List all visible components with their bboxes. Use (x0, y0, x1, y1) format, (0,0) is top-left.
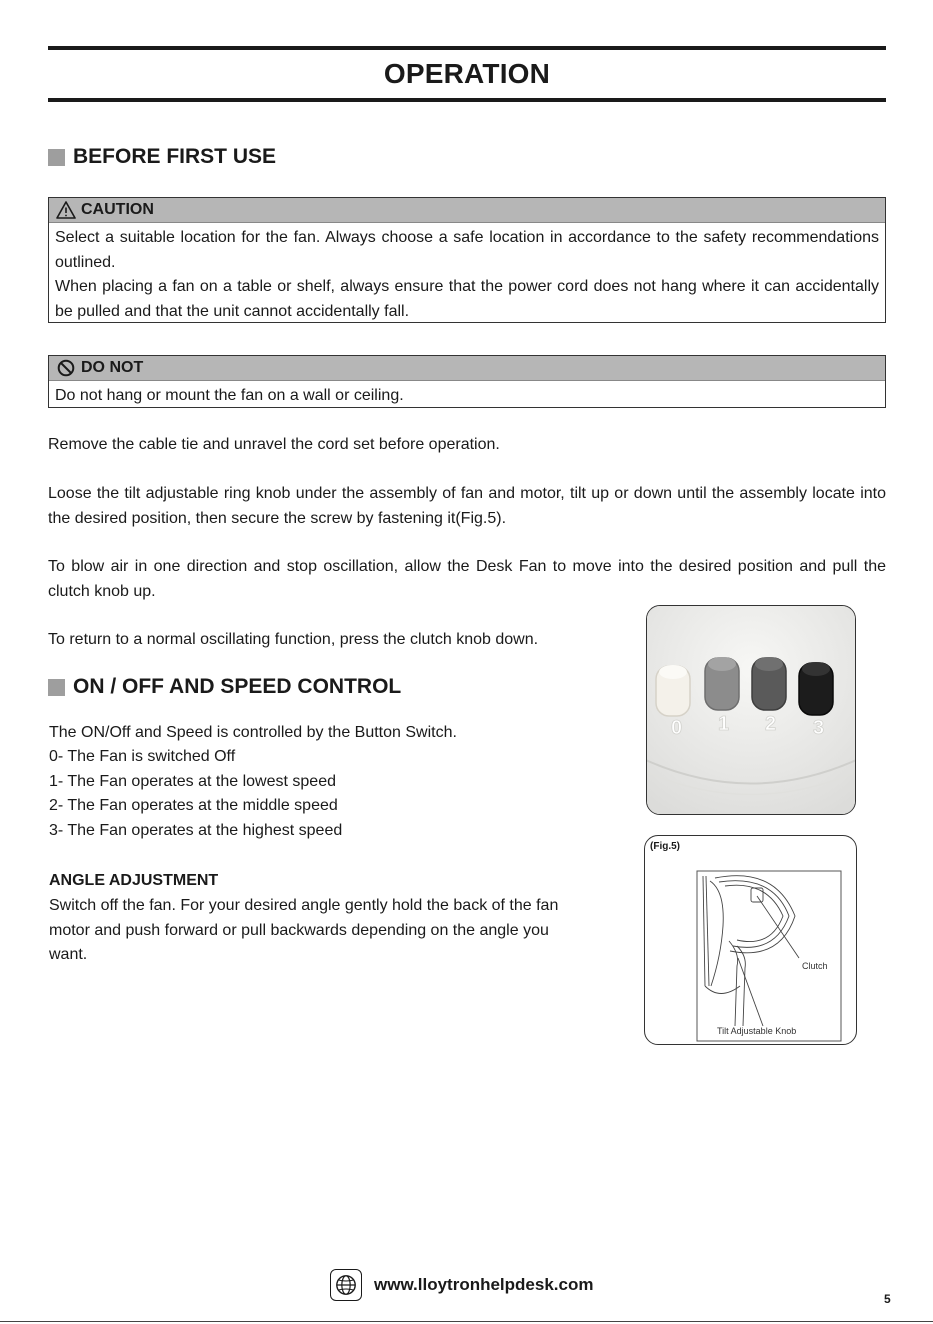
list-item: 0- The Fan is switched Off (49, 748, 236, 766)
button-number-1: 1 (718, 713, 730, 735)
page-number: 5 (884, 1292, 891, 1306)
callout-clutch: Clutch (802, 961, 828, 971)
callout-tilt-knob: Tilt Adjustable Knob (717, 1026, 797, 1036)
button-number-0: 0 (671, 717, 683, 739)
warning-triangle-icon (56, 201, 76, 219)
section-heading-text: BEFORE FIRST USE (73, 145, 277, 168)
top-rule (48, 46, 886, 50)
list-item: 3- The Fan operates at the highest speed (49, 821, 343, 839)
button-3 (799, 662, 833, 715)
button-switch-illustration (647, 606, 855, 814)
page-title: OPERATION (383, 58, 551, 89)
do-not-text: Do not hang or mount the fan on a wall or ceiling. (55, 387, 404, 404)
do-not-label: DO NOT (81, 359, 144, 376)
caution-text-1: Select a suitable location for the fan. Always choose a safe location in accordance to the safety recommendations outlined. (55, 229, 879, 271)
prohibition-icon (56, 359, 76, 377)
paragraph-cable-tie: Remove the cable tie and unravel the cord set before operation. (48, 436, 500, 453)
caution-box (48, 197, 886, 323)
button-number-3: 3 (813, 717, 825, 739)
paragraph-return-oscillation: To return to a normal oscillating function, press the clutch knob down. (48, 631, 539, 648)
list-item: 1- The Fan operates at the lowest speed (49, 772, 336, 790)
paragraph-tilt-knob: Loose the tilt adjustable ring knob under the assembly of fan and motor, tilt up or down until the assembly locate into the desired position, then secure the screw by fastening it(Fig.5). (48, 485, 886, 527)
angle-adjustment-heading: ANGLE ADJUSTMENT (49, 872, 219, 889)
button-0 (656, 665, 690, 716)
square-bullet-icon (48, 149, 65, 166)
caution-body (49, 223, 885, 326)
paragraph-stop-oscillation: To blow air in one direction and stop oscillation, allow the Desk Fan to move into the desired position and pull the clutch knob up. (48, 558, 886, 600)
speed-control-list (49, 721, 589, 843)
button-number-2: 2 (765, 713, 777, 735)
section-heading-before-first-use (48, 145, 276, 169)
do-not-header (49, 356, 885, 381)
square-bullet-icon (48, 679, 65, 696)
speed-intro: The ON/Off and Speed is controlled by the Button Switch. (49, 724, 457, 741)
caution-label: CAUTION (81, 201, 154, 218)
section-heading-text: ON / OFF AND SPEED CONTROL (73, 675, 402, 698)
button-1 (705, 657, 739, 710)
button-switch-photo (646, 605, 856, 815)
caution-header (49, 198, 885, 223)
footer-website-link[interactable]: www.lloytronhelpdesk.com (374, 1275, 594, 1294)
bottom-rule (0, 1321, 933, 1322)
do-not-box (48, 355, 886, 408)
button-2 (752, 657, 786, 710)
footer (330, 1269, 593, 1301)
list-item: 2- The Fan operates at the middle speed (49, 797, 338, 815)
fig-5-diagram (644, 835, 857, 1045)
caution-text-2: When placing a fan on a table or shelf, always ensure that the power cord does not hang where it can accidentally be pulled and that the unit cannot accidentally fall. (55, 278, 879, 320)
title-underline-rule (48, 98, 886, 102)
tilt-knob-line-drawing (645, 836, 856, 1044)
globe-icon (330, 1269, 362, 1301)
do-not-body (49, 381, 885, 411)
figure-label: (Fig.5) (650, 841, 680, 852)
section-heading-speed-control (48, 675, 401, 699)
angle-adjustment-text: Switch off the fan. For your desired angle gently hold the back of the fan motor and push forward or pull backwards depending on the angle you want. (49, 897, 559, 963)
